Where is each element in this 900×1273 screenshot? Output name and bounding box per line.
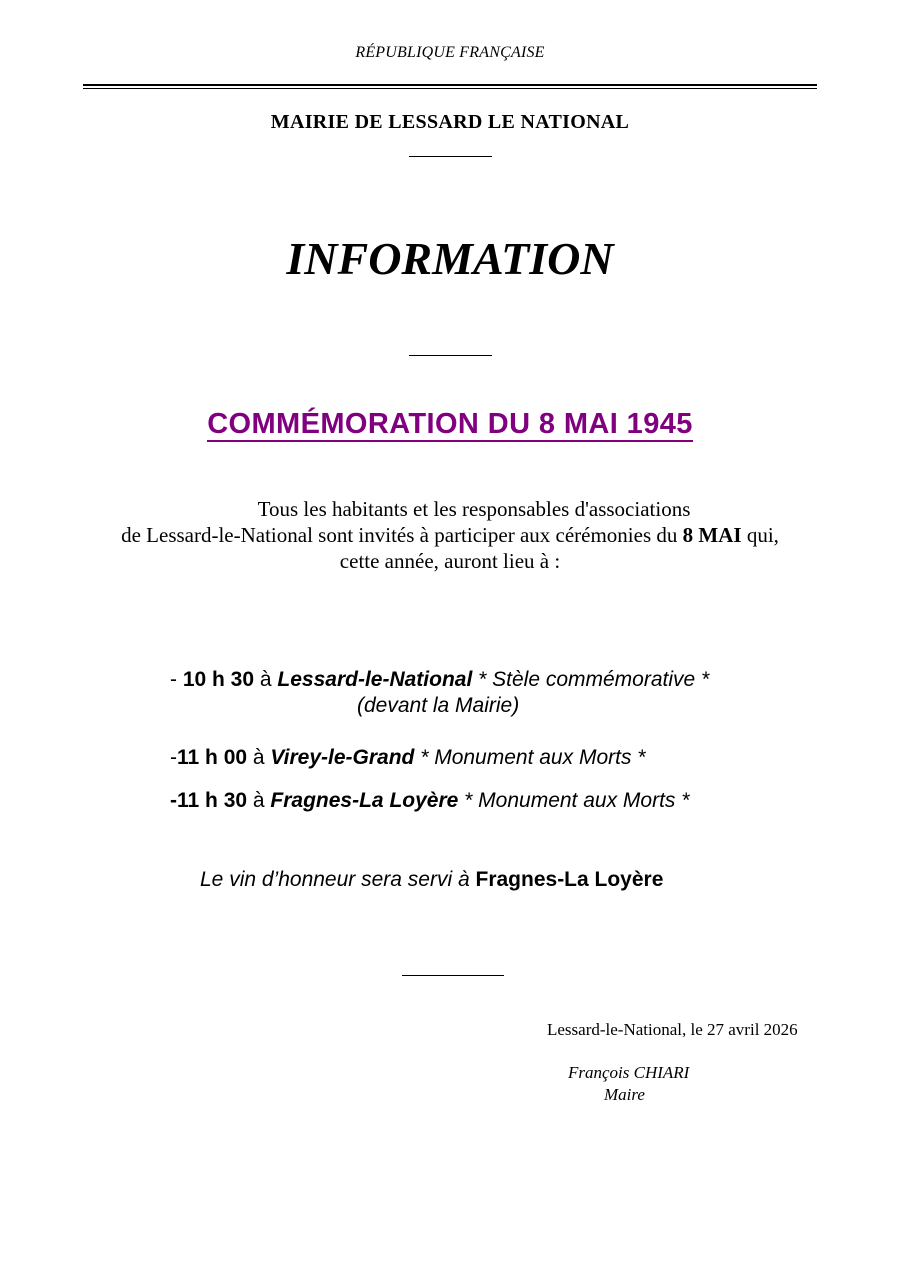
- intro-date-bold: 8 MAI: [682, 523, 742, 547]
- page-title: INFORMATION: [286, 233, 614, 284]
- schedule-time: 11 h 00: [177, 746, 248, 769]
- schedule-place: Virey-le-Grand: [270, 746, 415, 769]
- schedule-place: Fragnes-La Loyère: [270, 789, 459, 812]
- schedule-item: [170, 746, 645, 770]
- signer-name: François CHIARI: [568, 1063, 690, 1082]
- schedule-note-text: (devant la Mairie): [357, 694, 520, 717]
- schedule-dash: -: [170, 668, 183, 691]
- bottom-divider: [402, 975, 504, 976]
- event-title-text: COMMÉMORATION DU 8 MAI 1945: [207, 408, 693, 440]
- intro-line-2: [0, 522, 900, 548]
- schedule-connector: à: [254, 668, 278, 691]
- republique-header: RÉPUBLIQUE FRANÇAISE: [355, 44, 545, 61]
- intro-paragraph: [0, 496, 900, 574]
- schedule-monument: * Monument aux Morts *: [458, 789, 690, 812]
- intro-line-2-end: qui,: [741, 523, 779, 547]
- intro-line-3: cette année, auront lieu à :: [339, 549, 561, 573]
- schedule-item: [170, 668, 709, 692]
- intro-line-2-text: de Lessard-le-National sont invités à participer aux cérémonies du: [121, 523, 683, 547]
- schedule-dash: -: [170, 789, 177, 812]
- event-title: [0, 408, 900, 441]
- vin-text: Le vin d’honneur sera servi à: [200, 868, 476, 891]
- signer-role: Maire: [604, 1085, 645, 1104]
- schedule-time: 11 h 30: [177, 789, 248, 812]
- schedule-item: [170, 789, 689, 813]
- mairie-title: MAIRIE DE LESSARD LE NATIONAL: [270, 111, 630, 133]
- schedule-monument: * Stèle commémorative *: [472, 668, 710, 691]
- schedule-note: [357, 694, 519, 718]
- schedule-dash: -: [170, 746, 177, 769]
- schedule-connector: à: [247, 746, 271, 769]
- mairie-divider: [409, 156, 492, 157]
- schedule-connector: à: [247, 789, 271, 812]
- schedule-monument: * Monument aux Morts *: [414, 746, 646, 769]
- schedule-place: Lessard-le-National: [277, 668, 473, 691]
- intro-line-1: Tous les habitants et les responsables d'associations: [257, 497, 691, 521]
- vin-honneur: [200, 868, 663, 892]
- title-divider: [409, 355, 492, 356]
- place-date: Lessard-le-National, le 27 avril 2026: [547, 1020, 798, 1039]
- header-rule-thick: [83, 84, 817, 86]
- schedule-time: 10 h 30: [182, 668, 255, 691]
- header-rule-thin: [83, 88, 817, 89]
- vin-place: Fragnes-La Loyère: [475, 868, 664, 891]
